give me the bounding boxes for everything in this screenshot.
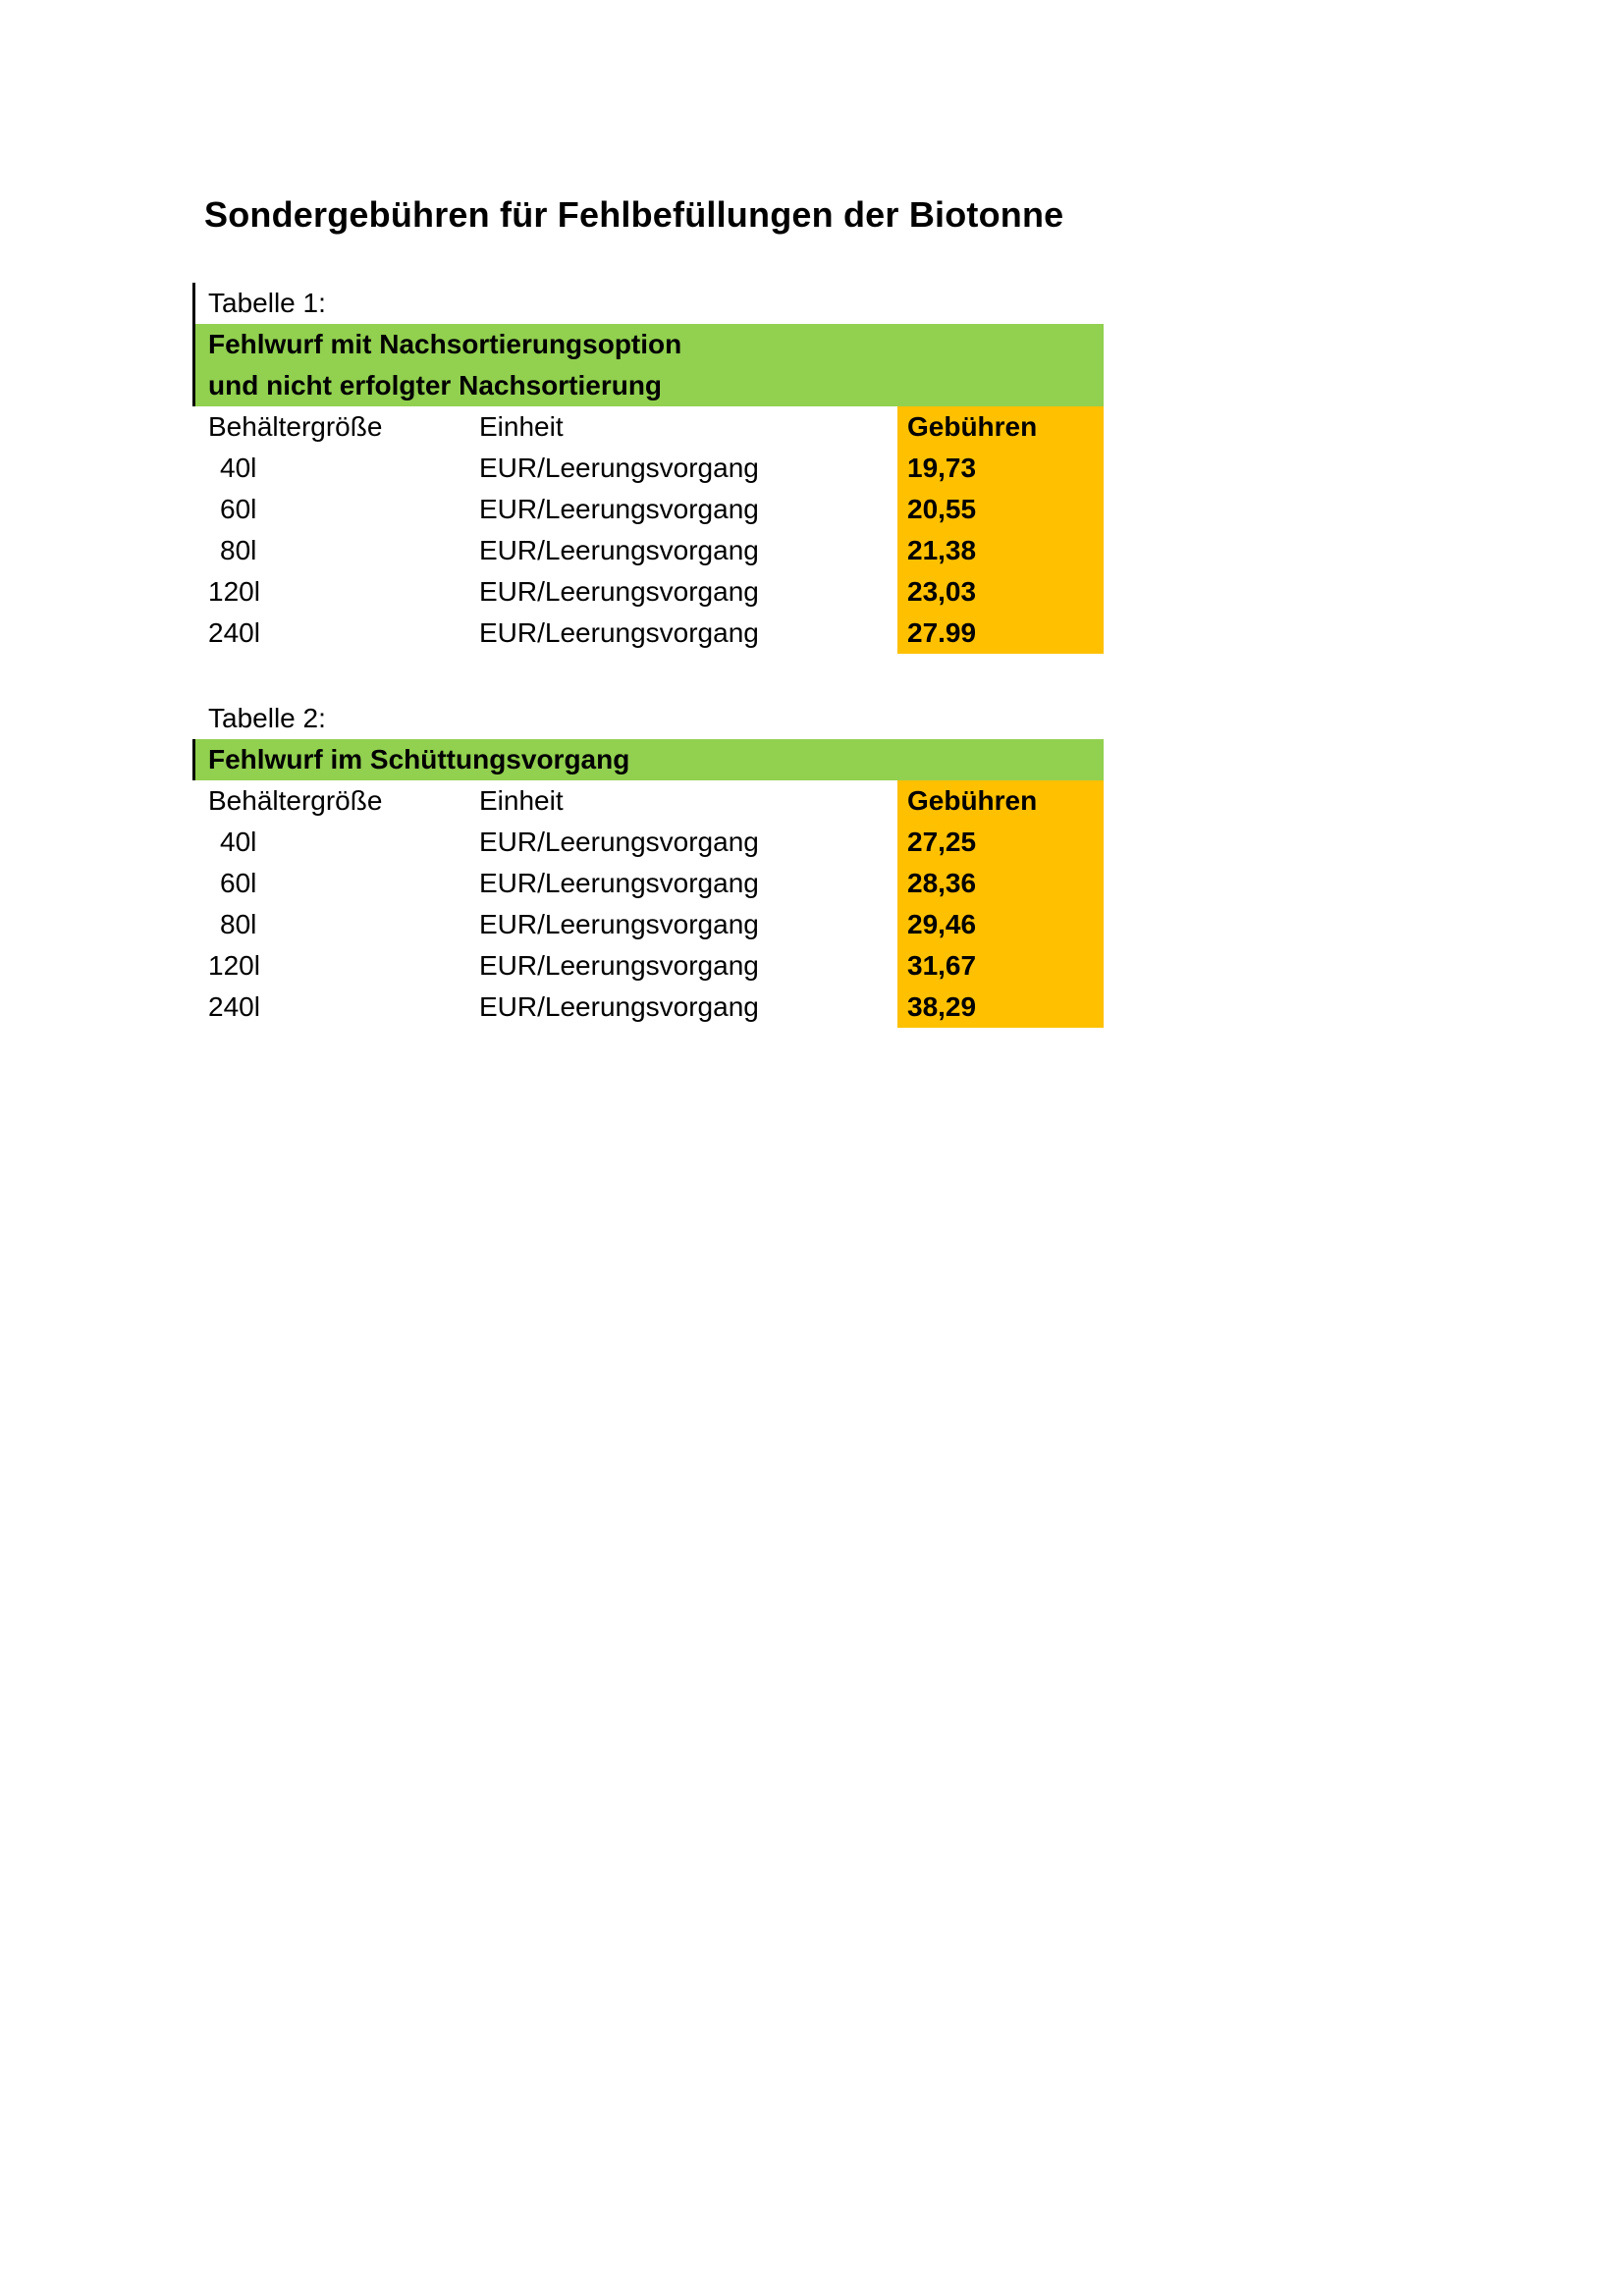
fee-cell: 20,55 [897, 489, 1104, 530]
table-heading-line: Fehlwurf im Schüttungsvorgang [192, 739, 1104, 780]
size-cell: 80l [220, 909, 257, 939]
column-header-unit: Einheit [479, 785, 564, 816]
page-title: Sondergebühren für Fehlbefüllungen der Biotonne [204, 194, 1064, 235]
size-cell: 240l [208, 617, 260, 648]
column-header-size: Behältergröße [208, 411, 383, 442]
size-cell: 40l [220, 453, 257, 483]
table-row [192, 489, 1104, 530]
table-header-row [192, 780, 1104, 822]
fee-cell: 31,67 [897, 945, 1104, 987]
unit-cell: EUR/Leerungsvorgang [479, 494, 759, 524]
fee-cell: 21,38 [897, 530, 1104, 571]
unit-cell: EUR/Leerungsvorgang [479, 576, 759, 607]
fee-cell: 29,46 [897, 904, 1104, 945]
fee-cell: 27,25 [897, 822, 1104, 863]
unit-cell: EUR/Leerungsvorgang [479, 868, 759, 898]
table-row [192, 530, 1104, 571]
table-header-row [192, 406, 1104, 448]
table-row [192, 987, 1104, 1028]
fee-cell: 28,36 [897, 863, 1104, 904]
fee-cell: 19,73 [897, 448, 1104, 489]
table-heading-line: Fehlwurf mit Nachsortierungsoption [192, 324, 1104, 365]
table-label: Tabelle 1: [192, 283, 1104, 324]
column-header-size: Behältergröße [208, 785, 383, 816]
size-cell: 240l [208, 991, 260, 1022]
fee-cell: 27.99 [897, 613, 1104, 654]
size-cell: 60l [220, 868, 257, 898]
column-header-unit: Einheit [479, 411, 564, 442]
size-cell: 40l [220, 827, 257, 857]
table-row [192, 822, 1104, 863]
column-header-fee: Gebühren [897, 780, 1104, 822]
table-row [192, 904, 1104, 945]
unit-cell: EUR/Leerungsvorgang [479, 991, 759, 1022]
fee-table-1 [192, 283, 1104, 654]
unit-cell: EUR/Leerungsvorgang [479, 453, 759, 483]
table-row [192, 863, 1104, 904]
unit-cell: EUR/Leerungsvorgang [479, 950, 759, 981]
unit-cell: EUR/Leerungsvorgang [479, 909, 759, 939]
table-row [192, 571, 1104, 613]
table-heading-line: und nicht erfolgter Nachsortierung [192, 365, 1104, 406]
fee-cell: 23,03 [897, 571, 1104, 613]
size-cell: 120l [208, 950, 260, 981]
table-row [192, 945, 1104, 987]
table-label: Tabelle 2: [208, 703, 326, 733]
unit-cell: EUR/Leerungsvorgang [479, 535, 759, 565]
size-cell: 80l [220, 535, 257, 565]
unit-cell: EUR/Leerungsvorgang [479, 827, 759, 857]
table-row [192, 448, 1104, 489]
fee-table-2 [192, 698, 1104, 1028]
unit-cell: EUR/Leerungsvorgang [479, 617, 759, 648]
fee-cell: 38,29 [897, 987, 1104, 1028]
size-cell: 60l [220, 494, 257, 524]
column-header-fee: Gebühren [897, 406, 1104, 448]
size-cell: 120l [208, 576, 260, 607]
table-row [192, 613, 1104, 654]
